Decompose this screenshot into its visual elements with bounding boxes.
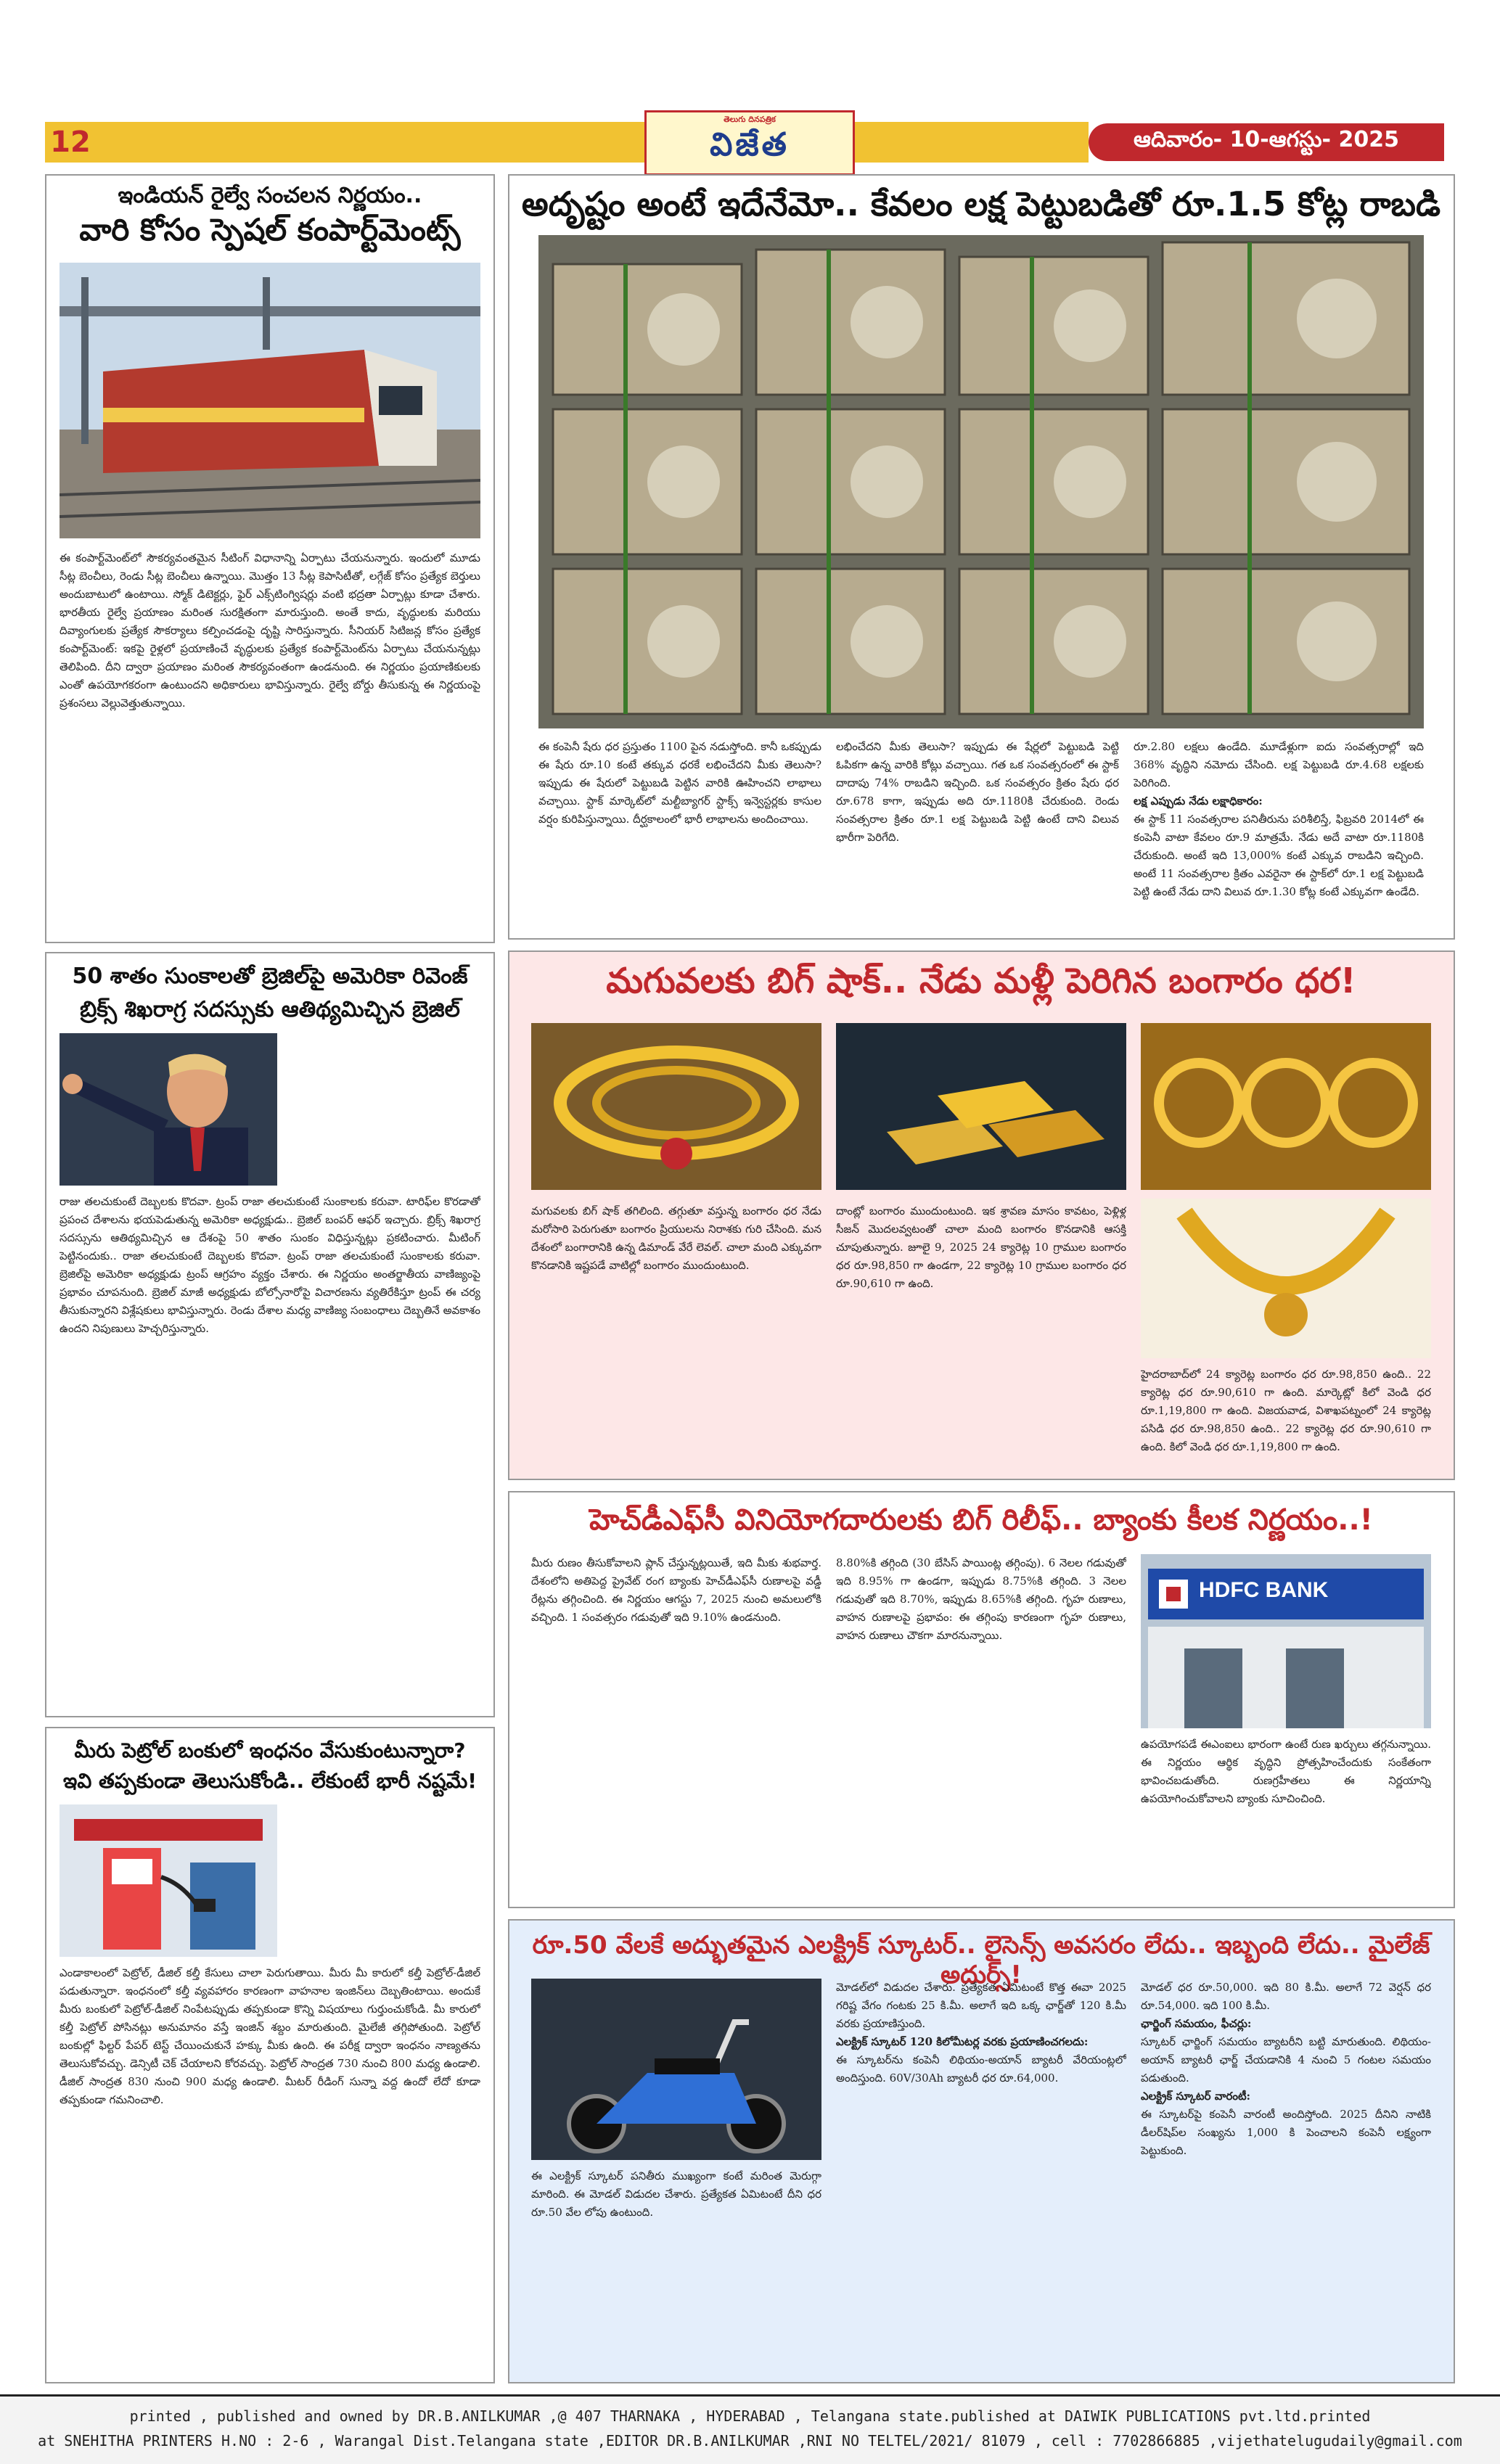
gold-col2: దాంట్లో బంగారం ముందుంటుంది. ఇక శ్రావణ మాసం కావటం, పెళ్లిళ్ల సీజన్ మొదలవ్వటంతో చాలా మంది బంగారం కొనడానికి ఆసక్తి చూపుతున్నారు. జూలై 9, 2025 24 క్యారెట్ల 10 గ్రాముల బంగారం ధర రూ.98,850 గా ఉండగా, 22 క్యారెట్ల 10 గ్రాముల బంగారం ధర రూ.90,610 గా ఉంది.: [836, 1204, 1126, 1290]
railway-headline: వారి కోసం స్పెషల్ కంపార్ట్‌మెంట్స్: [79, 212, 461, 247]
brazil-headline: 50 శాతం సుంకాలతో బ్రెజిల్‌పై అమెరికా రివెంజ్: [72, 964, 468, 989]
lottery-col3-text: రూ.2.80 లక్షలు ఉండేది. మూడేళ్లుగా ఐదు సంవత్సరాల్లో ఇది 368% వృద్ధిని నమోదు చేసింది. లక్ష పెట్టుబడి రూ.4.68 లక్షలకు పెరిగింది.: [1134, 740, 1424, 789]
brazil-body: రాజు తలచుకుంటే దెబ్బలకు కొదవా. ట్రంప్ రాజా తలచుకుంటే సుంకాలకు కరువా. టారిఫ్‌ల కొరడాతో ప్రపంచ దేశాలను భయపెడుతున్న అమెరికా అధ్యక్షుడు.. బ్రెజిల్ బంపర్‌ ఆఫర్ ఇచ్చారు. బ్రిక్స్ శిఖరాగ్ర సదస్సును ఆతిథ్యమిచ్చిన ఆ దేశంపై 50 శాతం సుంకం విధిస్తున్నట్లు ప్రకటించారు. మీటింగ్ పెట్టినందుకు.. రాజా తలచుకుంటే దెబ్బలకు కొదవా. ట్రంప్ రాజా తలచుకుంటే సుంకాలకు కరువా. బ్రెజిల్‌పై అమెరికా అధ్యక్షుడు ట్రంప్ ఆగ్రహం వ్యక్తం చేశారు. ఈ నిర్ణయం అంతర్జాతీయ వాణిజ్యంపై ప్రభావం చూపనుంది. బ్రెజిల్ మాజీ అధ్యక్షుడు బోల్సోనారోపై విచారణను వ్యతిరేకిస్తూ ట్రంప్ ఈ చర్య తీసుకున్నారని విశ్లేషకులు భావిస్తున్నారు. రెండు దేశాల మధ్య వాణిజ్య సంబంధాలు దెబ్బతినే అవకాశం ఉందని నిపుణులు హెచ్చరిస్తున్నారు.: [60, 1195, 480, 1335]
imprint-line-1: printed , published and owned by DR.B.ANILKUMAR ,@ 407 THARNAKA , HYDERABAD , Telangana state.published at DAIWIK PUBLICATIONS pvt.ltd.printed: [129, 2407, 1371, 2425]
railway-article: [45, 174, 495, 943]
gold-jewellery-photo: [531, 1023, 821, 1190]
lottery-col3: [1134, 738, 1424, 934]
scooter-col3-text: మోడల్ ధర రూ.50,000. ఇది 80 కి.మీ. అలాగే 72 వెర్షన్ ధర రూ.54,000. ఇది 100 కి.మీ.: [1141, 1981, 1431, 2012]
petrol-headline: మీరు పెట్రోల్ బంకులో ఇంధనం వేసుకుంటున్నారా?: [74, 1738, 466, 1762]
scooter-photo: [531, 1979, 821, 2160]
imprint-footer: [0, 2394, 1500, 2464]
scooter-col3-more2: ఈ స్కూటర్‌పై కంపెనీ వారంటీ అందిస్తోంది. 2025 దీనిని నాటికి డీలర్‌షిప్‌ల సంఖ్యను 1,000 కి పెంచాలని కంపెనీ లక్ష్యంగా పెట్టుకుంది.: [1141, 2108, 1431, 2157]
lottery-col3-subhead: లక్ష ఎప్పుడు నేడు లక్షాధికారం:: [1134, 794, 1263, 808]
petrol-body: ఎండాకాలంలో పెట్రోల్, డీజిల్ కల్తీ కేసులు చాలా పెరుగుతాయి. మీరు మీ కారులో కల్తీ పెట్రోల్-డీజిల్ పడుతున్నారా. ఇంధనంలో కల్తీ వ్యవహారం కారణంగా వాహనాల ఇంజిన్‌లు దెబ్బతింటాయి. అందుకే మీరు బంకులో పెట్రోల్-డీజిల్ నింపేటప్పుడు తప్పకుండా కొన్ని విషయాలు గుర్తుంచుకోండి. మీ కారులో కల్తీ పెట్రోల్ పోసినట్లు అనుమానం వస్తే ఇంజిన్ శబ్దం మారుతుంది. మైలేజీ తగ్గిపోతుంది. పెట్రోల్ బంకుల్లో ఫిల్టర్ పేపర్ టెస్ట్ చేయించుకునే హక్కు మీకు ఉంది. ఈ పరీక్ష ద్వారా ఇంధనం నాణ్యతను తెలుసుకోవచ్చు. డెన్సిటీ చెక్ చేయాలని కోరవచ్చు. పెట్రోల్ సాంద్రత 730 నుంచి 800 మధ్య ఉండాలి. డీజిల్ సాంద్రత 830 నుంచి 900 మధ్య ఉండాలి. మీటర్ రీడింగ్ సున్నా వద్ద ఉందో లేదో కూడా తప్పకుండా గమనించాలి.: [60, 1966, 480, 2106]
gold-necklace-photo: [1141, 1199, 1431, 1358]
hdfc-col1: మీరు రుణం తీసుకోవాలని ప్లాన్ చేస్తున్నట్లయితే, ఇది మీకు శుభవార్త. దేశంలోని అతిపెద్ద ప్రైవేట్ రంగ బ్యాంకు హెచ్‌డీఎఫ్‌సీ రుణాలపై వడ్డీ రేట్లను తగ్గించింది. ఈ నిర్ణయం ఆగస్టు 7, 2025 నుంచి అమలులోకి వచ్చింది. 1 సంవత్సరం గడువుతో ఇది 9.10% ఉండనుంది.: [531, 1556, 821, 1624]
scooter-col3-subhead1: ఛార్జింగ్ సమయం, ఫీచర్లు:: [1141, 2017, 1252, 2030]
scooter-col2: [836, 1979, 1126, 2374]
header-bar-right: [855, 122, 1089, 163]
masthead-logo: [644, 110, 855, 176]
lottery-col1: ఈ కంపెనీ షేరు ధర ప్రస్తుతం 1100 పైన నడుస్తోంది. కానీ ఒకప్పుడు ఈ షేరు రూ.10 కంటే తక్కువ ధరకే లభించేదని మీకు తెలుసా? ఇప్పుడు ఈ షేరులో పెట్టుబడి పెట్టిన వారికి ఊహించని లాభాలు వచ్చాయి. స్టాక్ మార్కెట్‌లో మల్టీబ్యాగర్ స్టాక్స్ ఇన్వెస్టర్లకు కాసుల వర్షం కురిపిస్తున్నాయి. దీర్ఘకాలంలో భారీ లాభాలను అందించాయి.: [538, 740, 821, 826]
gold-col1: మగువలకు బిగ్ షాక్ తగిలింది. తగ్గుతూ వస్తున్న బంగారం ధర నేడు మరోసారి పెరుగుతూ బంగారం ప్రియులను నిరాశకు గురి చేసింది. మన దేశంలో బంగారానికి ఉన్న డిమాండ్ వేరే లెవల్. చాలా మంది ఎక్కువగా కొనడానికి ఇష్టపడే వాటిల్లో బంగారం ముందుంటుంది.: [531, 1204, 821, 1272]
gold-article: [508, 950, 1455, 1480]
brazil-subheadline: బ్రిక్స్ శిఖరాగ్ర సదస్సుకు ఆతిథ్యమిచ్చిన బ్రెజిల్: [80, 997, 460, 1022]
lottery-col3-more: ఈ స్టాక్ 11 సంవత్సరాల పనితీరును పరిశీలిస్తే, ఫిబ్రవరి 2014లో ఈ కంపెనీ వాటా కేవలం రూ.9 మాత్రమే. నేడు అదే వాటా రూ.1180కి చేరుకుంది. అంటే ఇది 13,000% కంటే ఎక్కువ రాబడిని ఇచ్చింది. అంటే 11 సంవత్సరాల క్రితం ఎవరైనా ఈ స్టాక్‌లో రూ.1 లక్ష పెట్టుబడి పెట్టి ఉంటే నేడు దాని విలువ రూ.1.30 కోట్ల కంటే ఎక్కువగా ఉండేది.: [1134, 813, 1424, 898]
logo-tagline: తెలుగు దినపత్రిక: [724, 115, 776, 124]
train-photo: [60, 263, 480, 538]
scooter-col1: ఈ ఎలక్ట్రిక్ స్కూటర్ పనితీరు ముఖ్యంగా కంటే మరింత మెరుగ్గా మారింది. ఈ మోడల్ విడుదల చేశారు. ప్రత్యేకత ఏమిటంటే దీని ధర రూ.50 వేల లోపు ఉంటుంది.: [531, 2169, 821, 2219]
scooter-col3-subhead2: ఎలక్ట్రిక్ స్కూటర్ వారంటీ:: [1141, 2090, 1251, 2103]
scooter-col2-more: ఈ స్కూటర్‌ను కంపెనీ లిథియం-అయాన్ బ్యాటరీ వేరియంట్లలో అందిస్తుంది. 60V/30Ah బ్యాటరీ ధర రూ.64,000.: [836, 2053, 1126, 2085]
brazil-article: [45, 952, 495, 1717]
gold-col3: హైదరాబాద్‌లో 24 క్యారెట్ల బంగారం ధర రూ.98,850 ఉంది.. 22 క్యారెట్ల ధర రూ.90,610 గా ఉంది. మార్కెట్లో కిలో వెండి ధర రూ.1,19,800 గా ఉంది. విజయవాడ, విశాఖపట్నంలో 24 క్యారెట్ల పసిడి ధర రూ.98,850 ఉంది.. 22 క్యారెట్ల ధర రూ.90,610 గా ఉంది. కిలో వెండి ధర రూ.1,19,800 గా ఉంది.: [1141, 1368, 1431, 1453]
railway-kicker: ఇండియన్ రైల్వే సంచలన నిర్ణయం..: [118, 183, 422, 208]
gold-bangles-photo: [1141, 1023, 1431, 1190]
page-number: 12: [45, 122, 96, 163]
petrol-article: [45, 1727, 495, 2383]
hdfc-article: [508, 1491, 1455, 1908]
currency-photo: [538, 235, 1424, 728]
hdfc-sign-text: HDFC BANK: [1199, 1578, 1329, 1602]
hdfc-col3: ఉపయోగపడే ఈఎంఐలు భారంగా ఉంటే రుణ ఖర్చులు తగ్గనున్నాయి. ఈ నిర్ణయం ఆర్థిక వృద్ధిని ప్రోత్సహించేందుకు సంకేతంగా భావించబడుతోంది. రుణగ్రహీతలు ఈ నిర్ణయాన్ని ఉపయోగించుకోవాలని బ్యాంకు సూచించింది.: [1141, 1738, 1431, 1805]
scooter-col2-subhead: ఎలక్ట్రిక్ స్కూటర్ 120 కిలోమీటర్ల వరకు ప్రయాణించగలదు:: [836, 2035, 1089, 2048]
header-bar-left: [45, 122, 644, 163]
scooter-col2-text: మోడల్‌లో విడుదల చేశారు. ప్రత్యేకత ఏమిటంటే కొత్త ఈవా 2025 గరిష్ట వేగం గంటకు 25 కి.మీ. అలాగే ఇది ఒక్క ఛార్జ్‌తో 120 కి.మీ వరకు ప్రయాణిస్తుంది.: [836, 1981, 1126, 2030]
petrol-pump-photo: [60, 1804, 277, 1957]
scooter-col3-more1: స్కూటర్ ఛార్జింగ్ సమయం బ్యాటరీని బట్టి మారుతుంది. లిథియం-అయాన్ బ్యాటరీ ఛార్జ్ చేయడానికి 4 నుంచి 5 గంటల సమయం పడుతుంది.: [1141, 2035, 1431, 2085]
scooter-headline: రూ.50 వేలకే అద్భుతమైన ఎలక్ట్రిక్ స్కూటర్.. లైసెన్స్ అవసరం లేదు.. ఇబ్బంది లేదు.. మైలేజ్ అదుర్స్!: [532, 1931, 1430, 1989]
gold-headline: మగువలకు బిగ్ షాక్.. నేడు మళ్లీ పెరిగిన బంగారం ధర!: [606, 961, 1356, 1001]
lottery-headline: అదృష్టం అంటే ఇదేనేమో.. కేవలం లక్ష పెట్టుబడితో రూ.1.5 కోట్ల రాబడి: [521, 184, 1441, 223]
scooter-article: [508, 1919, 1455, 2383]
scooter-col3: [1141, 1979, 1431, 2374]
lottery-col2: లభించేదని మీకు తెలుసా? ఇప్పుడు ఈ షేర్లలో పెట్టుబడి పెట్టి ఓపికగా ఉన్న వారికి కోట్లు వచ్చాయి. గత ఒక సంవత్సరంలో ఈ స్టాక్ దాదాపు 74% రాబడిని ఇచ్చింది. ఒక సంవత్సరం క్రితం షేరు ధర రూ.678 కాగా, ఇప్పుడు అది రూ.1180కి చేరుకుంది. రెండు సంవత్సరాల క్రితం రూ.1 లక్ష పెట్టుబడి పెట్టి ఉంటే దాని విలువ భారీగా పెరిగేది.: [836, 740, 1119, 844]
imprint-line-2: at SNEHITHA PRINTERS H.NO : 2-6 , Warangal Dist.Telangana state ,EDITOR DR.B.ANILKUMAR ,RNI NO TELTEL/2021/ 81079 , cell : 7702866885 ,vijethatelugudaily@gmail.com: [38, 2432, 1462, 2449]
gold-bars-photo: [836, 1023, 1126, 1190]
railway-body: ఈ కంపార్ట్‌మెంట్‌లో సౌకర్యవంతమైన సీటింగ్ విధానాన్ని ఏర్పాటు చేయనున్నారు. ఇందులో మూడు సీట్ల బెంచీలు, రెండు సీట్ల బెంచీలు ఉన్నాయి. మొత్తం 13 సీట్ల కెపాసిటీతో, లగ్గేజ్ కోసం ప్రత్యేక బెర్తులు అందుబాటులో ఉంటాయి. స్మోక్ డిటెక్టర్లు, ఫైర్ ఎక్స్‌టింగ్విషర్లు వంటి భద్రతా ఏర్పాట్లు కూడా చేశారు. భారతీయ రైల్వే ప్రయాణం మరింత సురక్షితంగా మారుస్తుంది. అంతే కాదు, వృద్ధులకు మరియు దివ్యాంగులకు ప్రత్యేక సౌకర్యాలు కల్పించడంపై దృష్టి సారిస్తున్నారు. సీనియర్ సిటిజన్ల కోసం ప్రత్యేక కంపార్ట్‌మెంట్: ఇకపై రైళ్లలో ప్రయాణించే వృద్ధులకు ప్రత్యేక కంపార్ట్‌మెంట్‌ను ఏర్పాటు చేయనున్నట్లు తెలిపింది. దీని ద్వారా ప్రయాణం మరింత సౌకర్యవంతంగా ఉండనుంది. ఈ నిర్ణయం ప్రయాణికులకు ఎంతో ఉపయోగకరంగా ఉంటుందని అధికారులు భావిస్తున్నారు. రైల్వే బోర్డు తీసుకున్న ఈ నిర్ణయంపై ప్రశంసలు వెల్లువెత్తుతున్నాయి.: [60, 551, 480, 710]
trump-photo: [60, 1033, 277, 1186]
petrol-subheadline: ఇవి తప్పకుండా తెలుసుకోండి.. లేకుంటే భారీ నష్టమే!: [63, 1769, 477, 1793]
hdfc-col2: 8.80%కి తగ్గింది (30 బేసిస్ పాయింట్ల తగ్గింపు). 6 నెలల గడువుతో ఇది 8.95% గా ఉండగా, ఇప్పుడు 8.75%కి తగ్గింది. 3 నెలల గడువుతో ఇది 8.70%, ఇప్పుడు 8.65%కి తగ్గింది. గృహ రుణాలు, వాహన రుణాలపై ప్రభావం: ఈ తగ్గింపు కారణంగా గృహ రుణాలు, వాహన రుణాలు చౌకగా మారనున్నాయి.: [836, 1556, 1126, 1642]
issue-date: ఆదివారం- 10-ఆగస్టు- 2025: [1089, 123, 1444, 161]
lottery-article: [508, 174, 1455, 940]
hdfc-headline: హెచ్‌డీఎఫ్‌సీ వినియోగదారులకు బిగ్ రిలీఫ్.. బ్యాంకు కీలక నిర్ణయం..!: [589, 1503, 1373, 1537]
logo-text: విజేత: [710, 126, 790, 163]
